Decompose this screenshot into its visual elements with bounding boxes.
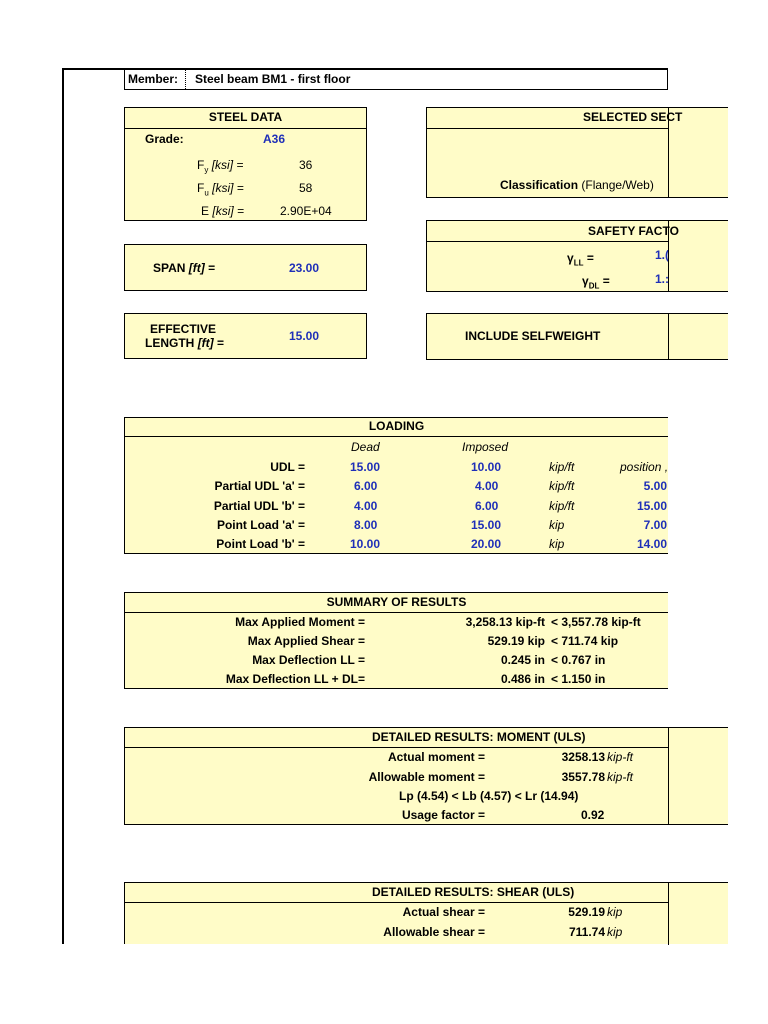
moment-allow-unit: kip-ft [607,770,634,784]
summary-row-limit: < 0.767 in [551,653,606,667]
loading-row-unit: kip/ft [549,479,575,493]
loading-row-imposed[interactable]: 10.00 [471,460,502,474]
fy-value: 36 [299,158,313,172]
moment-actual-unit: kip-ft [607,750,634,764]
gamma-ll-label: $\gamma_{LL}$ = [567,251,594,268]
loading-row-imposed[interactable]: 15.00 [471,518,502,532]
member-divider [185,70,186,89]
gamma-ll-value[interactable]: 1.( [655,248,670,262]
fu-value: 58 [299,181,313,195]
selected-section-header [427,108,683,129]
e-label: E [ksi] = [201,204,245,218]
summary-row-label: Max Applied Moment = [235,615,365,629]
loading-row-imposed[interactable]: 6.00 [475,499,499,513]
member-row [124,70,668,90]
shear-actual-unit: kip [607,905,623,919]
loading-row-position[interactable]: 15.00 [636,499,667,513]
summary-row-value: 0.245 in [500,653,545,667]
loading-col-position: position , [620,460,669,474]
effective-length-panel [124,313,367,359]
summary-row-value: 0.486 in [500,672,545,686]
summary-row-limit: < 3,557.78 kip-ft [551,615,641,629]
moment-allow-value: 3557.78 [561,770,605,784]
effective-length-value[interactable]: 15.00 [289,329,320,343]
summary-row-limit: < 711.74 kip [551,634,619,648]
loading-row-dead[interactable]: 4.00 [354,499,378,513]
loading-row-imposed[interactable]: 20.00 [471,537,502,551]
member-value[interactable]: Steel beam BM1 - first floor [195,72,351,86]
moment-usage-label: Usage factor = [401,808,485,822]
summary-row-label: Max Applied Shear = [247,634,365,648]
fu-label: $F_u$ [ksi] = [197,181,244,198]
safety-factors-title: SAFETY FACTO [588,224,679,238]
summary-panel [124,592,668,689]
grade-value[interactable]: A36 [263,132,286,146]
moment-actual-value: 3258.13 [561,750,605,764]
loading-row-imposed[interactable]: 4.00 [475,479,499,493]
loading-row-unit: kip [549,537,565,551]
selected-section-border [668,108,669,198]
loading-row-dead[interactable]: 8.00 [354,518,378,532]
shear-panel [124,882,728,944]
safety-factors-border [668,221,669,292]
fy-label: $F_y$ [ksi] = [197,158,244,175]
member-label: Member: [128,72,179,86]
moment-title: DETAILED RESULTS: MOMENT (ULS) [372,730,586,744]
classification-label: Classification (Flange/Web) [500,178,654,192]
loading-row-dead[interactable]: 15.00 [350,460,381,474]
gamma-dl-value[interactable]: 1.: [655,272,670,286]
shear-title: DETAILED RESULTS: SHEAR (ULS) [372,885,575,899]
loading-row-label: Partial UDL 'a' = [214,479,305,493]
steel-data-title: STEEL DATA [125,108,366,129]
shear-allow-label: Allowable shear = [383,925,485,939]
moment-header [125,728,668,748]
loading-row-unit: kip/ft [549,499,575,513]
loading-row-label: Partial UDL 'b' = [213,499,305,513]
loading-col-dead: Dead [351,440,380,454]
shear-actual-label: Actual shear = [402,905,485,919]
effective-length-label-2: LENGTH [ft] = [145,336,225,350]
selected-section-title: SELECTED SECT [583,110,683,124]
moment-panel [124,727,728,825]
gamma-dl-label: $\gamma_{DL}$ = [582,274,610,291]
moment-border [668,728,669,825]
effective-length-label-1: EFFECTIVE [149,322,216,336]
summary-row-value: 3,258.13 kip-ft [465,615,545,629]
loading-row-position[interactable]: 7.00 [643,518,667,532]
shear-actual-value: 529.19 [568,905,605,919]
loading-row-dead[interactable]: 6.00 [354,479,378,493]
span-label: SPAN [ft] = [153,261,216,275]
sheet-left-border [62,68,64,944]
loading-row-unit: kip/ft [549,460,575,474]
loading-title: LOADING [125,418,668,437]
loading-row-position[interactable]: 5.00 [643,479,667,493]
moment-lp-line: Lp (4.54) < Lb (4.57) < Lr (14.94) [399,789,579,803]
loading-row-dead[interactable]: 10.00 [350,537,381,551]
loading-panel [124,417,668,554]
e-value: 2.90E+04 [280,204,332,218]
loading-col-imposed: Imposed [462,440,509,454]
loading-row-label: Point Load 'b' = [216,537,305,551]
loading-row-unit: kip [549,518,565,532]
summary-row-label: Max Deflection LL = [252,653,365,667]
shear-header [125,883,668,903]
span-value[interactable]: 23.00 [289,261,320,275]
selfweight-panel [426,313,728,360]
safety-factors-panel [426,220,728,292]
summary-title: SUMMARY OF RESULTS [125,593,668,613]
safety-factors-header [427,221,679,242]
loading-row-label: UDL = [270,460,305,474]
shear-allow-unit: kip [607,925,623,939]
loading-row-label: Point Load 'a' = [216,518,305,532]
selfweight-label: INCLUDE SELFWEIGHT [465,329,601,343]
selfweight-border [668,314,669,360]
grade-label: Grade: [145,132,184,146]
moment-allow-label: Allowable moment = [368,770,485,784]
steel-data-panel [124,107,367,221]
moment-actual-label: Actual moment = [387,750,485,764]
shear-allow-value: 711.74 [568,925,605,939]
summary-row-label: Max Deflection LL + DL= [225,672,365,686]
span-panel [124,244,367,291]
summary-row-value: 529.19 kip [487,634,545,648]
selected-section-panel [426,107,728,198]
loading-row-position[interactable]: 14.00 [636,537,667,551]
moment-usage-value: 0.92 [581,808,605,822]
shear-border [668,883,669,945]
summary-row-limit: < 1.150 in [551,672,606,686]
